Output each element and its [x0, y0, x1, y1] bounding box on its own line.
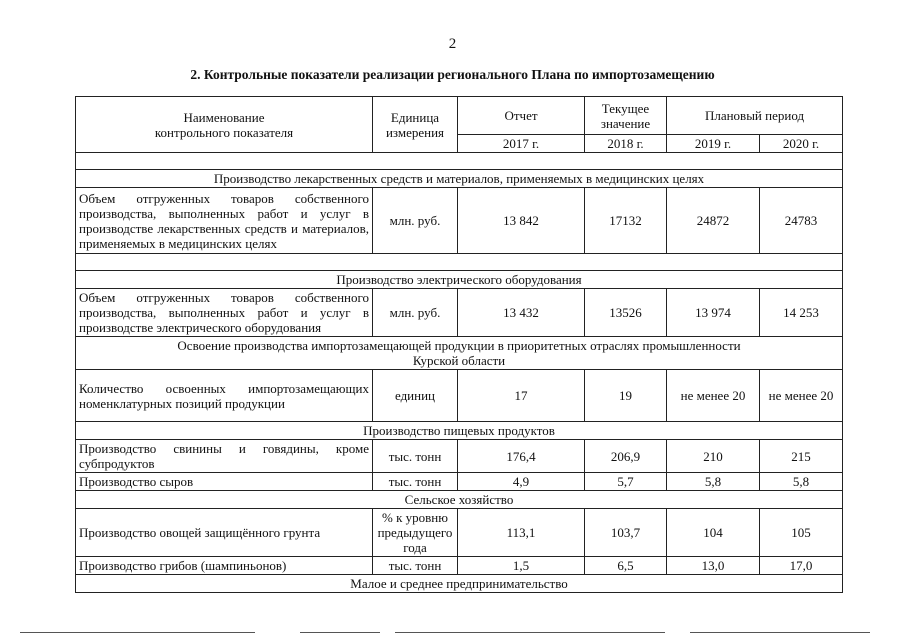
value-2018-cell: 5,7 — [585, 473, 667, 491]
table-row — [76, 509, 843, 557]
table-row — [76, 370, 843, 422]
table-header — [76, 97, 843, 153]
unit-cell: млн. руб. — [373, 289, 458, 337]
value-2017-cell: 1,5 — [458, 557, 585, 575]
section-title: Производство лекарственных средств и материалов, применяемых в медицинских целях — [76, 170, 843, 188]
header-current-value: Текущее значение — [585, 97, 667, 135]
value-2019-cell: 24872 — [667, 188, 760, 254]
section-row — [76, 170, 843, 188]
value-2020-cell: 5,8 — [760, 473, 843, 491]
unit-cell: тыс. тонн — [373, 440, 458, 473]
indicator-name-cell: Объем отгруженных товаров собственного производства, выполненных работ и услуг в производстве электрического оборудования — [76, 289, 373, 337]
value-2020-cell: не менее 20 — [760, 370, 843, 422]
value-2017-cell: 13 842 — [458, 188, 585, 254]
indicator-name-cell: Объем отгруженных товаров собственного производства, выполненных работ и услуг в производстве лекарственных средств и материалов, применяемых в медицинских целях — [76, 188, 373, 254]
value-2020-cell: 215 — [760, 440, 843, 473]
header-plan-period: Плановый период — [667, 97, 843, 135]
unit-cell: млн. руб. — [373, 188, 458, 254]
document-title: 2. Контрольные показатели реализации регионального Плана по импортозамещению — [190, 67, 715, 82]
section-title: Сельское хозяйство — [76, 491, 843, 509]
value-2017-cell: 4,9 — [458, 473, 585, 491]
page-number: 2 — [448, 36, 457, 52]
table-row — [76, 440, 843, 473]
indicator-name-cell: Производство овощей защищённого грунта — [76, 509, 373, 557]
section-title: Малое и среднее предпринимательство — [76, 575, 843, 593]
section-row — [76, 491, 843, 509]
value-2018-cell: 206,9 — [585, 440, 667, 473]
value-2019-cell: 13 974 — [667, 289, 760, 337]
value-2017-cell: 176,4 — [458, 440, 585, 473]
value-2019-cell: 13,0 — [667, 557, 760, 575]
header-indicator-name: Наименование контрольного показателя — [76, 97, 373, 153]
section-row — [76, 271, 843, 289]
indicator-name-cell: Производство грибов (шампиньонов) — [76, 557, 373, 575]
table-row — [76, 473, 843, 491]
unit-cell: тыс. тонн — [373, 473, 458, 491]
value-2019-cell: 5,8 — [667, 473, 760, 491]
value-2018-cell: 17132 — [585, 188, 667, 254]
section-row — [76, 575, 843, 593]
value-2020-cell: 24783 — [760, 188, 843, 254]
unit-cell: тыс. тонн — [373, 557, 458, 575]
header-report: Отчет — [458, 97, 585, 135]
value-2019-cell: не менее 20 — [667, 370, 760, 422]
header-year-2018: 2018 г. — [585, 135, 667, 153]
spacer-row — [76, 153, 843, 170]
section-title: Производство электрического оборудования — [76, 271, 843, 289]
value-2017-cell: 13 432 — [458, 289, 585, 337]
section-title: Освоение производства импортозамещающей продукции в приоритетных отраслях промышленности Курской области — [76, 337, 843, 370]
value-2019-cell: 210 — [667, 440, 760, 473]
spacer-cell — [76, 254, 843, 271]
value-2020-cell: 17,0 — [760, 557, 843, 575]
spacer-row — [76, 254, 843, 271]
table-row — [76, 188, 843, 254]
table-row — [76, 557, 843, 575]
unit-cell: % к уровню предыдущего года — [373, 509, 458, 557]
value-2018-cell: 19 — [585, 370, 667, 422]
unit-cell: единиц — [373, 370, 458, 422]
header-unit: Единица измерения — [373, 97, 458, 153]
bottom-scan-lines — [0, 632, 905, 634]
section-title: Производство пищевых продуктов — [76, 422, 843, 440]
table-row — [76, 289, 843, 337]
value-2020-cell: 105 — [760, 509, 843, 557]
header-year-2017: 2017 г. — [458, 135, 585, 153]
indicators-table — [75, 96, 843, 593]
header-year-2019: 2019 г. — [667, 135, 760, 153]
value-2018-cell: 103,7 — [585, 509, 667, 557]
spacer-cell — [76, 153, 843, 170]
section-row — [76, 422, 843, 440]
indicator-name-cell: Количество освоенных импортозамещающих номенклатурных позиций продукции — [76, 370, 373, 422]
value-2018-cell: 13526 — [585, 289, 667, 337]
value-2019-cell: 104 — [667, 509, 760, 557]
value-2020-cell: 14 253 — [760, 289, 843, 337]
header-year-2020: 2020 г. — [760, 135, 843, 153]
table-body — [76, 153, 843, 593]
value-2018-cell: 6,5 — [585, 557, 667, 575]
section-row — [76, 337, 843, 370]
value-2017-cell: 17 — [458, 370, 585, 422]
indicator-name-cell: Производство сыров — [76, 473, 373, 491]
indicator-name-cell: Производство свинины и говядины, кроме субпродуктов — [76, 440, 373, 473]
value-2017-cell: 113,1 — [458, 509, 585, 557]
